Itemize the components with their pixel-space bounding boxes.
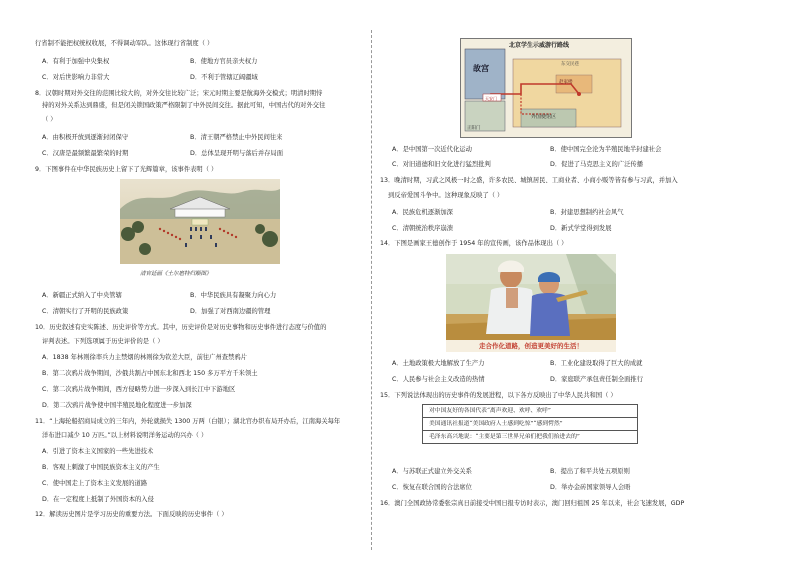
q7-option-a: A．有利于加强中央集权 xyxy=(42,58,110,65)
q15-quote-1: 对中国友好的各国代表“离声欢迎、欢呼、欢呼” xyxy=(429,408,551,414)
q8-line-1: 8．汉朝时期对外交往的范围比较大的，对外交往比较广泛；宋元时期主要是航海外交模式；明清时期恃 xyxy=(35,90,323,97)
q14-line-1: 14．下图是画家王德创作于 1954 年的宣传画，该作品体现出（ ） xyxy=(380,240,568,247)
q12-option-b: B．使中国完全沦为半殖民地半封建社会 xyxy=(550,146,662,153)
q14-option-c: C．人民参与社会主义改造的热情 xyxy=(392,376,485,383)
q13-option-b: B．封建思想制约社会风气 xyxy=(550,209,624,216)
q12-line-1: 12．解读历史图片是学习历史的重要方法。下面反映的历史事件（ ） xyxy=(35,511,228,518)
q8-option-d: D．总体呈现开明与落后并存局面 xyxy=(190,150,284,157)
q12-option-a: A．是中国第一次近代化运动 xyxy=(392,146,472,153)
map-label-zhengyangmen: 正阳门 xyxy=(467,126,481,131)
q9-caption: 清官廷画《土尔扈特归顺图》 xyxy=(140,271,212,277)
q11-line-2: 洋布进口减少 10 万匹。”以上材料说明洋务运动的兴办（ ） xyxy=(42,432,208,439)
q8-option-a: A．由积极开放到逐渐封闭保守 xyxy=(42,134,129,141)
q8-line-3: （ ） xyxy=(42,116,57,123)
q10-option-b: B．第二次鸦片战争期间，沙俄共割占中国东北和西北 150 多万平方千米领土 xyxy=(42,370,258,377)
map-label-legation-quarter: 外国使馆区 xyxy=(531,114,557,120)
q13-option-a: A．民族危机逐渐加深 xyxy=(392,209,453,216)
q7-option-d: D．不利于管辖辽阔疆域 xyxy=(190,74,258,81)
q12-option-d: D．促进了马克思主义的广泛传播 xyxy=(550,161,644,168)
poster-banner: 走合作化道路，创造更美好的生活！ xyxy=(446,340,616,352)
q14-option-b: B．工业化建设取得了巨大的成就 xyxy=(550,360,643,367)
q10-option-c: C．第二次鸦片战争期间，西方侵略势力进一步深入到长江中下游地区 xyxy=(42,386,236,393)
map-label-zhaojialou: 赵家楼 xyxy=(559,80,573,85)
q13-option-c: C．清朝统治秩序崩溃 xyxy=(392,225,454,232)
q15-option-b: B．提出了和平共处五项原则 xyxy=(550,468,630,475)
q15-option-c: C．恢复在联合国的合法席位 xyxy=(392,484,472,491)
q9-line-1: 9．下图事件在中华民族历史上留下了光辉篇章，该事件表明（ ） xyxy=(35,166,218,173)
q11-option-c: C．使中国走上了资本主义发展的道路 xyxy=(42,480,148,487)
q8-option-b: B．清王朝严格禁止中外民间往来 xyxy=(190,134,283,141)
q9-option-a: A．新疆正式纳入了中央管辖 xyxy=(42,292,122,299)
q15-line-1: 15．下列说法体现出的历史事件的发展进程，以下各方反映出了中华人民共和国（ ） xyxy=(380,392,617,399)
q16-line-1: 16．澳门全国政协常委张宗真日前接受中国日报专访时表示，澳门回归祖国 25 年以来，社会飞速发展，GDP xyxy=(380,500,685,507)
map-title: 北京学生示威游行路线 xyxy=(509,42,570,49)
q14-poster-image xyxy=(446,254,616,352)
q13-line-1: 13．晚清时期，习武之风极一时之盛，许多农民、城镇居民、工商业者、小商小贩等皆有参与习武，并加入 xyxy=(380,177,678,184)
q15-quote-3: 毛泽东高兴地说：“主要是第三世界兄弟们把我们抬进去的” xyxy=(423,430,637,443)
column-divider xyxy=(371,30,372,550)
q10-option-a: A．1838 年林则徐率兵力主禁烟的林则徐为钦差大臣，前往广州查禁鸦片 xyxy=(42,354,247,361)
q9-painting-image xyxy=(120,179,280,264)
map-label-dongjiaominxiang: 东交民巷 xyxy=(561,62,579,67)
q15-quote-2: 美国通讯社报道“美国政府人士感到吃惊”“感到愕然” xyxy=(423,417,637,430)
q7-option-b: B．使地方官员亲夫权力 xyxy=(190,58,258,65)
q11-option-d: D．在一定程度上抵制了外国资本的入侵 xyxy=(42,496,154,503)
q15-quote-box xyxy=(422,404,638,444)
map-label-forbidden-city: 故宫 xyxy=(473,64,489,73)
q11-line-1: 11．“上海轮船招商局成立的三年内，外轮就损失 1300 万两（白银）；湖北官办织布局开办后，江南海关每年 xyxy=(35,418,341,425)
q14-option-d: D．家庭联产承包责任制全面推行 xyxy=(550,376,644,383)
map-label-tiananmen: 天安门 xyxy=(485,96,497,101)
q8-option-c: C．汉唐是最频繁最繁荣的时期 xyxy=(42,150,129,157)
q7-tail: 行省制不能把权统权收展，不得调动军队。这体现行省制度（ ） xyxy=(35,40,214,47)
q10-line-1: 10．历史叙述有史实陈述、历史评价等方式。其中，历史评价是对历史事物和历史事件进行态度与价值的 xyxy=(35,324,327,331)
q11-option-a: A．引进了资本主义国家的一些先进技术 xyxy=(42,448,154,455)
q9-option-c: C．清朝实行了开明的民族政策 xyxy=(42,308,129,315)
q13-option-d: D．新式学堂得到发展 xyxy=(550,225,612,232)
q13-line-2: 到反帝爱国斗争中。这种现象反映了（ ） xyxy=(388,192,504,199)
q11-option-b: B．客观上刺激了中国民族资本主义的产生 xyxy=(42,464,160,471)
q9-option-b: B．中华民族具有凝聚力向心力 xyxy=(190,292,277,299)
q7-option-c: C．对后世影响力非常大 xyxy=(42,74,110,81)
q14-option-a: A．土地政策极大地解放了生产力 xyxy=(392,360,485,367)
q10-option-d: D．第二次鸦片战争使中国半殖民地化程度进一步加深 xyxy=(42,402,192,409)
q9-option-d: D．加强了对西南边疆的管理 xyxy=(190,308,271,315)
q12-map-image xyxy=(460,38,632,138)
q15-option-d: D．举办金砖国家领导人会晤 xyxy=(550,484,631,491)
q8-line-2: 持的对外关系达到鼎盛，但是闭关锁国政策严格限制了中外民间交往。据此可知，中国古代的对外交往 xyxy=(42,102,326,109)
q12-option-c: C．对旧道德和旧文化进行猛烈批判 xyxy=(392,161,491,168)
q15-option-a: A．与苏联正式建立外交关系 xyxy=(392,468,472,475)
q10-line-2: 评判表述。下列选项属于历史评价的是（ ） xyxy=(42,338,164,345)
